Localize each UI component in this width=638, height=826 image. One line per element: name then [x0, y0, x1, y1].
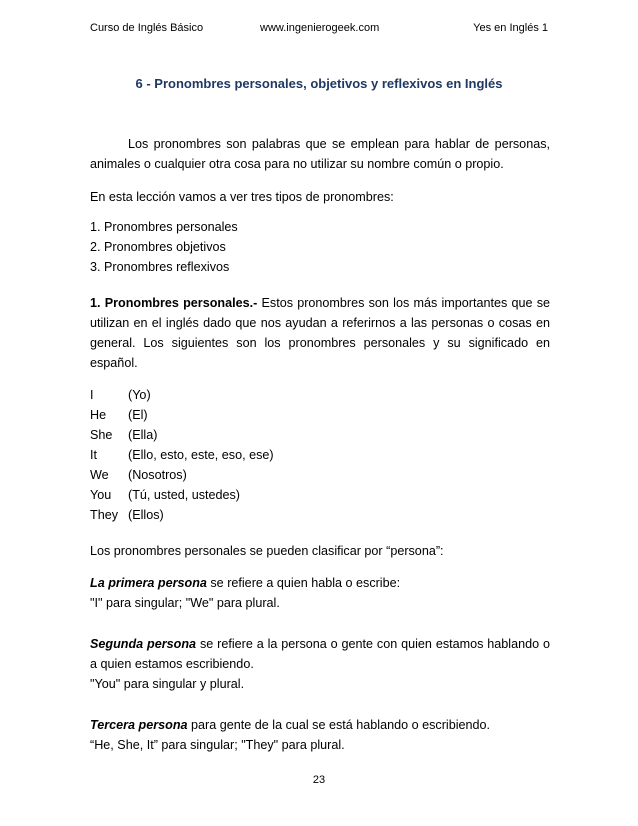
pronoun-row: [90, 445, 550, 465]
page-number: 23: [312, 774, 326, 786]
header-divider: [86, 38, 552, 39]
pronoun-english: He: [90, 408, 107, 422]
pronoun-spanish: (Yo): [128, 388, 151, 402]
pronoun-english: You: [90, 488, 112, 502]
pronoun-row: [90, 405, 550, 425]
first-person-line: [90, 573, 550, 593]
pronoun-spanish: (Ellos): [128, 508, 164, 522]
pronoun-table: [90, 385, 550, 525]
third-person-desc: para gente de la cual se está hablando o escribiendo.: [187, 718, 491, 732]
second-person-example: "You" para singular y plural.: [90, 677, 245, 691]
pronoun-type-item: 2. Pronombres objetivos: [90, 240, 226, 254]
second-person-desc: se refiere a la persona o gente con quien estamos hablando o a quien estamos escribiendo.: [90, 637, 551, 671]
pronoun-english: She: [90, 428, 113, 442]
intro-paragraph: Los pronombres son palabras que se emplean para hablar de personas, animales o cualquier otra cosa para no utilizar su nombre común o propio.: [90, 137, 550, 171]
header-book-title: Yes en Inglés 1: [473, 22, 548, 34]
header-website: www.ingenierogeek.com: [260, 22, 380, 34]
classify-paragraph: Los pronombres personales se pueden clasificar por “persona”:: [90, 544, 444, 558]
third-person-term: Tercera persona: [90, 718, 188, 732]
section1-heading: 1. Pronombres personales.-: [90, 296, 258, 310]
pronoun-row: [90, 465, 550, 485]
third-person-example: “He, She, It” para singular; "They" para plural.: [90, 738, 345, 752]
section1-paragraph: [90, 293, 550, 373]
pronoun-spanish: (Tú, usted, ustedes): [128, 488, 240, 502]
pronoun-english: I: [90, 388, 94, 402]
pronoun-row: [90, 385, 550, 405]
pronoun-spanish: (Ella): [128, 428, 158, 442]
third-person-line: [90, 715, 550, 735]
lesson-title: 6 - Pronombres personales, objetivos y reflexivos en Inglés: [135, 76, 503, 91]
first-person-term: La primera persona: [90, 576, 207, 590]
pronoun-spanish: (El): [128, 408, 148, 422]
lesson-intro-paragraph: En esta lección vamos a ver tres tipos de pronombres:: [90, 190, 394, 204]
pronoun-english: We: [90, 468, 109, 482]
pronoun-row: [90, 505, 550, 525]
first-person-block: [90, 573, 550, 613]
second-person-term: Segunda persona: [90, 637, 197, 651]
pronoun-types-list: [90, 217, 550, 277]
second-person-line: [90, 634, 550, 674]
pronoun-type-item: 3. Pronombres reflexivos: [90, 260, 230, 274]
third-person-block: [90, 715, 550, 755]
pronoun-spanish: (Ello, esto, este, eso, ese): [128, 448, 274, 462]
header-course-title: Curso de Inglés Básico: [90, 22, 204, 34]
section1-text: Estos pronombres son los más importantes que se utilizan en el inglés dado que nos ayudan a referirnos a las personas o cosas en general. Los siguientes son los pronombres personales y su significado en español.: [90, 296, 550, 370]
second-person-block: [90, 634, 550, 694]
pronoun-english: It: [90, 448, 97, 462]
pronoun-row: [90, 485, 550, 505]
first-person-example: "I" para singular; "We" para plural.: [90, 596, 280, 610]
pronoun-english: They: [90, 508, 118, 522]
pronoun-type-item: 1. Pronombres personales: [90, 220, 238, 234]
pronoun-row: [90, 425, 550, 445]
pronoun-spanish: (Nosotros): [128, 468, 187, 482]
first-person-desc: se refiere a quien habla o escribe:: [206, 576, 401, 590]
